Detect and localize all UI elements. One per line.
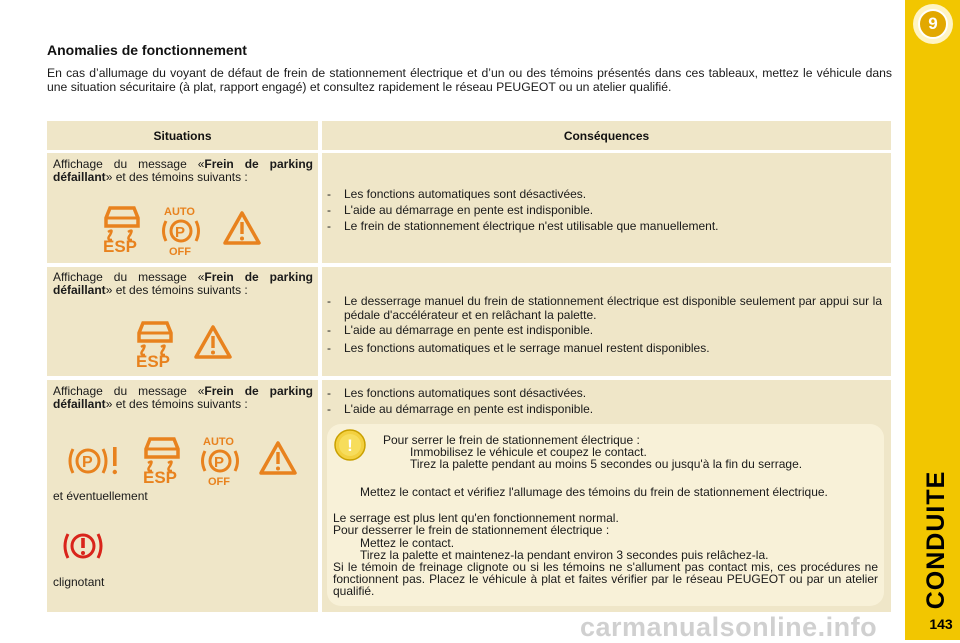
svg-text:ESP: ESP (136, 352, 171, 367)
chapter-number-badge (913, 4, 953, 44)
esp-off-icon (140, 433, 186, 483)
svg-text:P: P (175, 224, 186, 241)
row1-situation-text: Affichage du message «Frein de parking défaillant» et des témoins suivants : (53, 157, 314, 184)
esp-off-icon (100, 202, 146, 252)
header-situations: Situations (47, 121, 318, 150)
note-item-contact-on: Mettez le contact. (360, 536, 455, 550)
note-final-paragraph: Si le témoin de freinage clignote ou si les témoins ne s'allument pas contact mis, ces procédures ne fonctionnent pas. Placez le véhicule à plat et faites vérifier par le réseau PEUGEOT ou par un atelier qualifié. (333, 560, 878, 599)
row3-situation-text: Affichage du message «Frein de parking défaillant» et des témoins suivants : (53, 384, 314, 411)
note-item-pull-lever: Tirez la palette pendant au moins 5 secondes ou jusqu'à la fin du serrage. (410, 457, 803, 471)
row2-consequence-1: - Le desserrage manuel du frein de stationnement électrique est disponible seulement par appui sur la pédale d'accélérateur et en relâchant la palette. (327, 294, 882, 322)
info-warning-icon (333, 428, 367, 462)
warning-triangle-icon (193, 324, 233, 360)
svg-text:ESP: ESP (143, 468, 178, 483)
section-heading: Anomalies de fonctionnement (47, 42, 247, 58)
svg-text:P: P (82, 454, 93, 471)
auto-p-off-icon (199, 435, 243, 485)
auto-p-off-icon (160, 205, 204, 255)
note-slower-line: Le serrage est plus lent qu'en fonctionnement normal. (333, 511, 619, 525)
warning-triangle-icon (258, 440, 298, 476)
header-consequences: Conséquences (322, 121, 891, 150)
note-item-immobilize: Immobilisez le véhicule et coupez le contact. (410, 445, 647, 459)
page-number: 143 (929, 616, 953, 632)
chapter-title: CONDUITE (921, 470, 950, 610)
note-item-contact: Mettez le contact et vérifiez l'allumage des témoins du frein de stationnement électrique. (360, 485, 828, 499)
intro-paragraph: En cas d’allumage du voyant de défaut de frein de stationnement électrique et d’un ou des témoins présentés dans ces tableaux, mettez le véhicule dans une situation sécuritaire (à plat, rapport engagé) et consultez rapidement le réseau PEUGEOT ou un atelier qualifié. (47, 66, 892, 94)
row2-consequence-2: - L'aide au démarrage en pente est indisponible. (327, 323, 594, 337)
svg-text:AUTO: AUTO (164, 206, 195, 218)
chapter-sidebar (905, 0, 960, 640)
note-item-hold-lever: Tirez la palette et maintenez-la pendant environ 3 secondes puis relâchez-la. (360, 548, 769, 562)
watermark: carmanualsonline.info (580, 612, 878, 642)
row1-consequence-3: - Le frein de stationnement électrique n'est utilisable que manuellement. (327, 219, 719, 233)
row3-consequence-2: - L'aide au démarrage en pente est indisponible. (327, 402, 594, 416)
row1-consequence-1: - Les fonctions automatiques sont désactivées. (327, 187, 587, 201)
chapter-number: 9 (918, 9, 948, 39)
note-serrer-heading: Pour serrer le frein de stationnement électrique : (383, 433, 640, 447)
note-desserrer-heading: Pour desserrer le frein de stationnement électrique : (333, 523, 610, 537)
svg-text:!: ! (347, 436, 353, 455)
svg-text:P: P (214, 454, 225, 471)
warning-triangle-icon (222, 210, 262, 246)
svg-text:OFF: OFF (208, 476, 230, 485)
brake-warning-icon (62, 528, 104, 564)
row1-consequence-2: - L'aide au démarrage en pente est indisponible. (327, 203, 594, 217)
row2-situation-text: Affichage du message «Frein de parking défaillant» et des témoins suivants : (53, 270, 314, 297)
esp-off-icon (133, 317, 179, 367)
svg-text:AUTO: AUTO (203, 436, 234, 448)
svg-text:ESP: ESP (103, 237, 138, 252)
svg-text:OFF: OFF (169, 246, 191, 255)
row3-extra-flashing: clignotant (53, 575, 105, 589)
row2-consequence-3: - Les fonctions automatiques et le serrage manuel restent disponibles. (327, 341, 710, 355)
row3-consequence-1: - Les fonctions automatiques sont désactivées. (327, 386, 587, 400)
parking-brake-fault-icon (66, 441, 122, 481)
row3-extra-eventually: et éventuellement (53, 489, 148, 503)
